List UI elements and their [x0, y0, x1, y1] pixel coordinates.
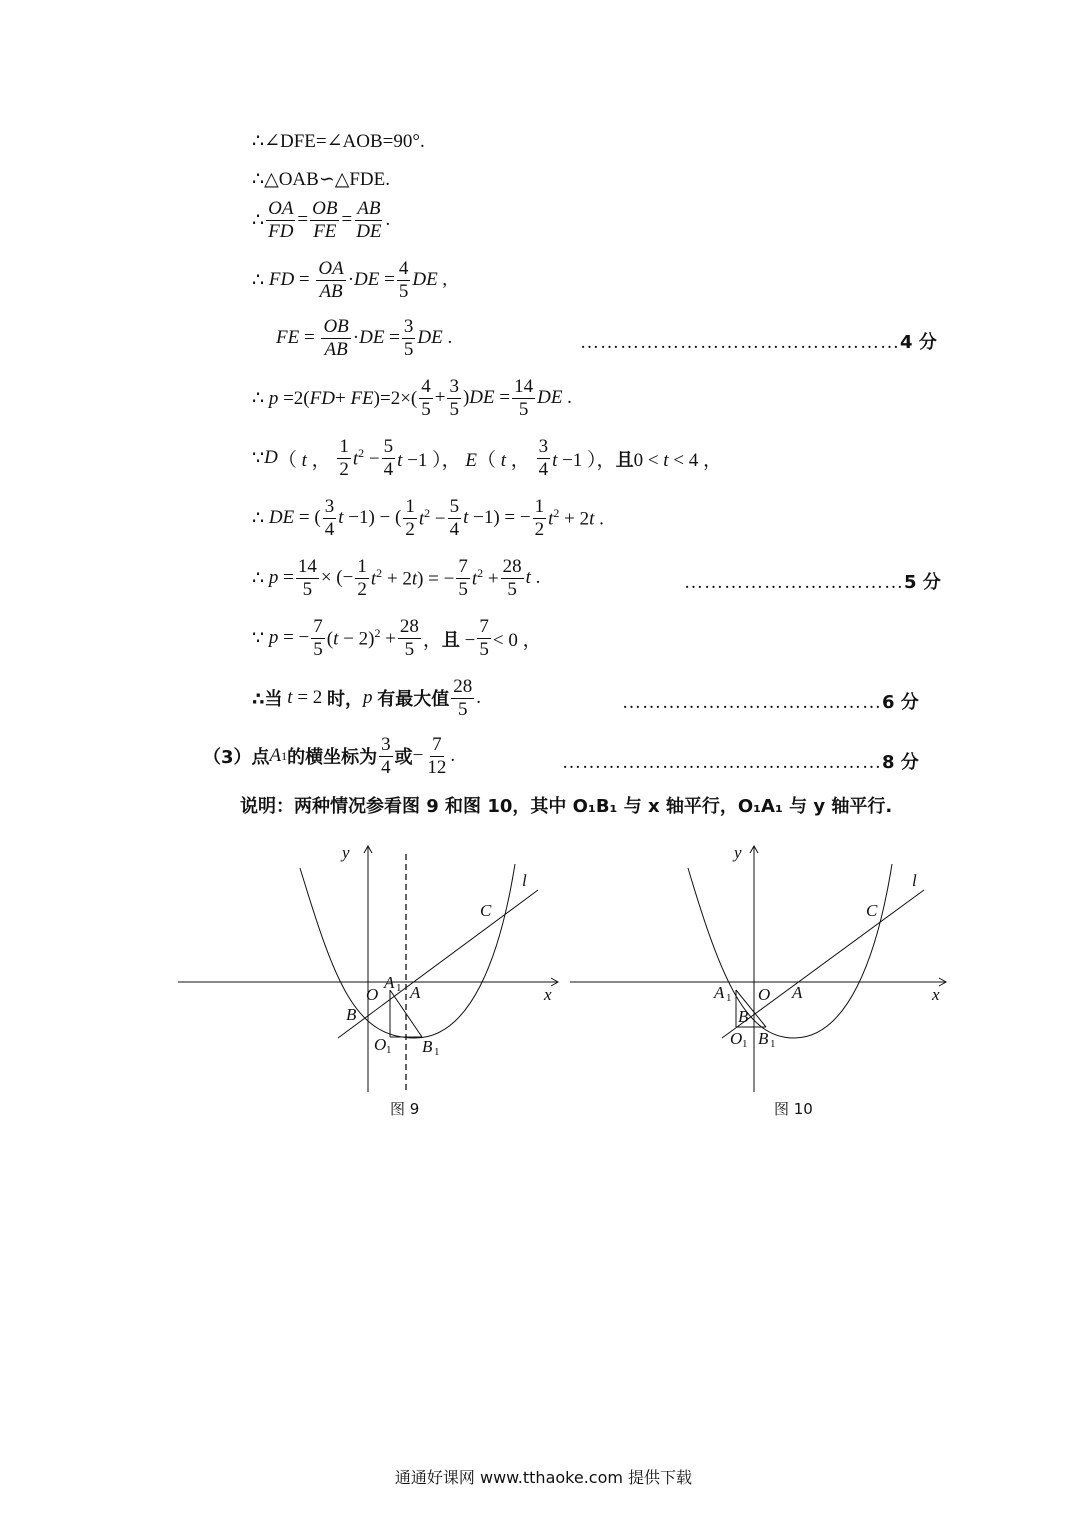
score-6: …………………………………6 分 — [622, 692, 919, 713]
score-5: ……………………………5 分 — [684, 572, 941, 593]
svg-text:B: B — [346, 1005, 357, 1024]
or-text: 或 — [394, 747, 413, 769]
svg-text:O: O — [758, 985, 771, 1004]
svg-text:1: 1 — [386, 1044, 392, 1056]
score-8: …………………………………………8 分 — [562, 752, 919, 773]
figure-9 — [170, 838, 570, 1098]
svg-text:x: x — [544, 985, 552, 1004]
line-part3: （3）点 A 1 的横坐标为 $\frac{3}{4}$ 或 − $\frac{7}{12}$ . — [203, 734, 456, 778]
score-4: …………………………………………4 分 — [580, 332, 937, 353]
line-maximum: ∴当 t = 2 时， p 有最大值 $\frac{28}{5}$ . — [252, 676, 482, 720]
part3-label: （3）点 — [203, 747, 270, 769]
line-similar-triangles: ∴△OAB∽△FDE. — [252, 169, 390, 190]
figure-10-caption: 图 10 — [774, 1100, 813, 1118]
therefore-symbol: ∴ — [252, 269, 265, 291]
then-text: 时， — [327, 689, 364, 711]
svg-text:y: y — [342, 843, 350, 862]
svg-text:1: 1 — [742, 1038, 748, 1050]
line-p-expression: ∴ p = $\frac{14}{5}$ × (− $\frac{1}{2}$ $t^2 + 2t$) = − $\frac{7}{5}$ $t^2$ + $\frac{28}{5}$ t . — [252, 556, 541, 600]
because-symbol: ∵ — [252, 627, 265, 649]
footer-text: 通通好课网 www.tthaoke.com 提供下载 — [394, 1468, 693, 1487]
svg-text:C: C — [866, 901, 878, 920]
line-coordinates: ∵ D （ t ， $\frac{1}{2}$ $t^2$ − $\frac{5}{4}$ t −1 ）， E（ t ， $\frac{3}{4}$ t −1 ），且0 < t < 4 ， — [252, 436, 723, 480]
line-perimeter: ∴ p =2(FD+ FE)=2×( $\frac{4}{5}$ + $\frac{3}{5}$ )DE = $\frac{14}{5}$ DE . — [252, 376, 572, 420]
svg-text:O: O — [366, 985, 379, 1004]
because-symbol: ∵ — [252, 447, 265, 469]
svg-text:C: C — [480, 901, 492, 920]
svg-text:1: 1 — [434, 1046, 440, 1058]
svg-text:l: l — [912, 871, 917, 890]
svg-text:A: A — [714, 983, 725, 1002]
svg-text:y: y — [734, 843, 742, 862]
line-ratio: ∴ $\frac{OA}{FD}$ = $\frac{OB}{FE}$ = $\frac{AB}{DE}$ . — [252, 198, 391, 242]
svg-text:A: A — [410, 983, 421, 1002]
figure-9-caption: 图 9 — [390, 1100, 420, 1118]
svg-text:l: l — [522, 871, 527, 890]
line-vertex-form: ∵ p = − $\frac{7}{5}$ $(t - 2)^2$ + $\frac{28}{5}$ ，且 − $\frac{7}{5}$ < 0 ， — [252, 616, 542, 660]
therefore-symbol: ∴ — [252, 567, 265, 589]
svg-text:1: 1 — [770, 1038, 776, 1050]
line-fd: ∴ FD = $\frac{OA}{AB}$ ·DE = $\frac{4}{5}$ DE , — [252, 258, 448, 302]
max-text: 有最大值 — [377, 689, 450, 711]
line-fe: FE = $\frac{OB}{AB}$ ·DE = $\frac{3}{5}$ DE . — [276, 316, 453, 360]
when-text: ∴当 — [252, 689, 283, 711]
svg-text:A: A — [384, 973, 395, 992]
svg-text:O: O — [374, 1035, 387, 1054]
therefore-symbol: ∴ — [252, 507, 265, 529]
svg-text:B: B — [758, 1029, 769, 1048]
svg-text:B: B — [422, 1037, 433, 1056]
note-line: 说明：两种情况参看图 9 和图 10，其中 O₁B₁ 与 x 轴平行，O₁A₁ 与 y 轴平行. — [240, 796, 893, 817]
svg-text:1: 1 — [396, 982, 402, 994]
line-de: ∴ DE = ( $\frac{3}{4}$ t −1) − ( $\frac{1}{2}$ $t^2$ − $\frac{5}{4}$ t −1) = − $\frac{1}{2}$ $t^2 + 2t$ . — [252, 496, 604, 540]
abscissa-text: 的横坐标为 — [287, 747, 378, 769]
svg-text:1: 1 — [726, 992, 732, 1004]
figure-10 — [562, 838, 962, 1098]
svg-text:A: A — [792, 983, 803, 1002]
line-angle-equal: ∴∠DFE=∠AOB=90°. — [252, 131, 425, 152]
svg-text:O: O — [730, 1029, 743, 1048]
therefore-symbol: ∴ — [252, 209, 265, 231]
svg-text:B: B — [738, 1007, 749, 1026]
svg-text:x: x — [932, 985, 940, 1004]
